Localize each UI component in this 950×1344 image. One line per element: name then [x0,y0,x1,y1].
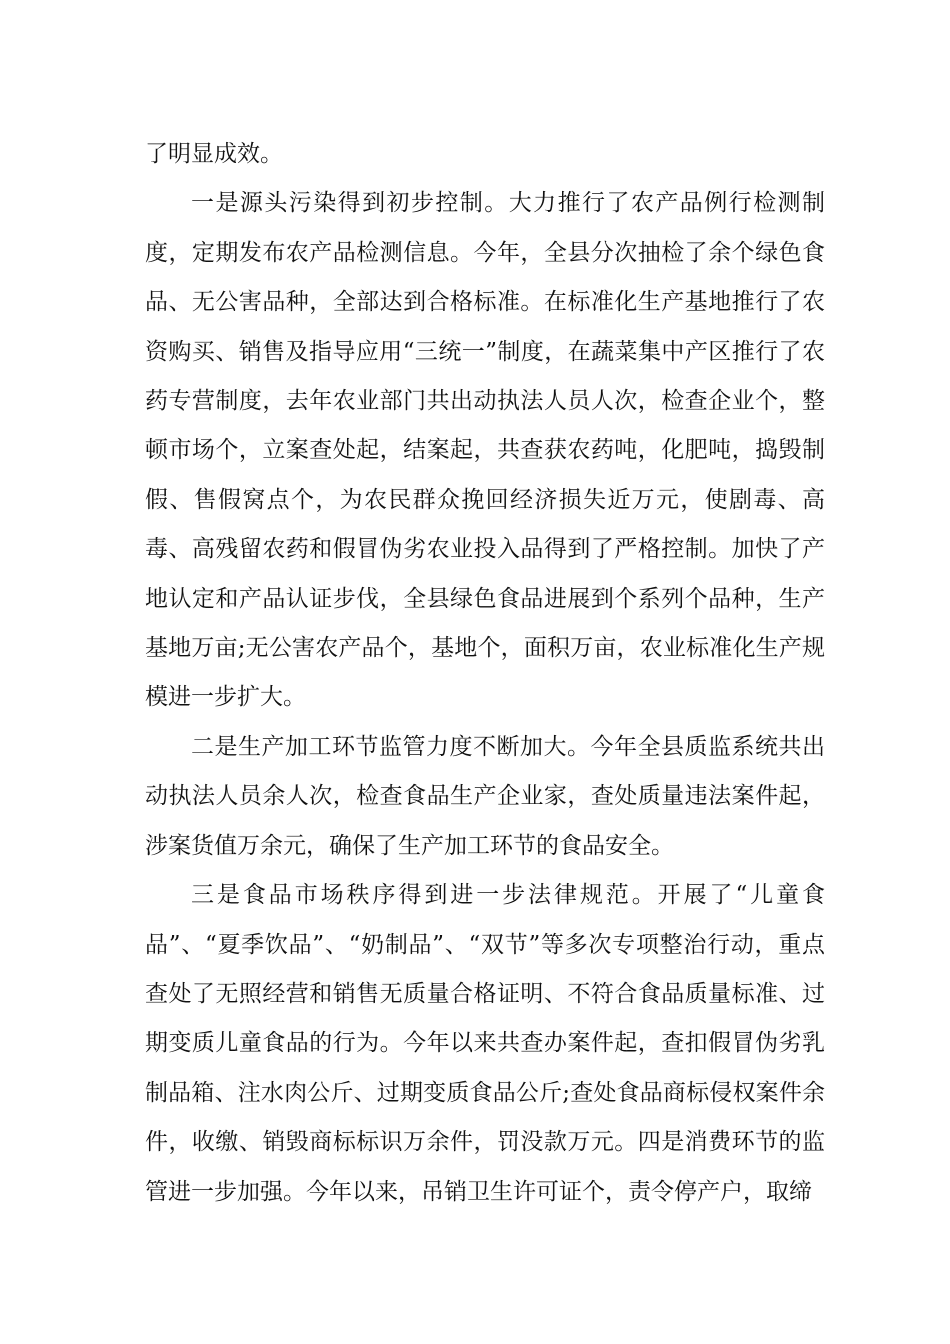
body-text [145,130,825,1217]
paragraph-production-processing: 二是生产加工环节监管力度不断加大。今年全县质监系统共出动执法人员余人次，检查食品生产企业家，查处质量违法案件起，涉案货值万余元，确保了生产加工环节的食品安全。 [145,733,825,859]
paragraph-continuation: 了明显成效。 [145,141,283,167]
paragraph-source-pollution: 一是源头污染得到初步控制。大力推行了农产品例行检测制度，定期发布农产品检测信息。今年，全县分次抽检了余个绿色食品、无公害品种，全部达到合格标准。在标准化生产基地推行了农资购买、销售及指导应用“三统一”制度，在蔬菜集中产区推行了农药专营制度，去年农业部门共出动执法人员人次，检查企业个，整顿市场个，立案查处起，结案起，共查获农药吨，化肥吨，捣毁制假、售假窝点个，为农民群众挽回经济损失近万元，使剧毒、高毒、高残留农药和假冒伪劣农业投入品得到了严格控制。加快了产地认定和产品认证步伐，全县绿色食品进展到个系列个品种，生产基地万亩;无公害农产品个，基地个，面积万亩，农业标准化生产规模进一步扩大。 [145,190,825,711]
paragraph-market-order: 三是食品市场秩序得到进一步法律规范。开展了“儿童食品”、“夏季饮品”、“奶制品”、“双节”等多次专项整治行动，重点查处了无照经营和销售无质量合格证明、不符合食品质量标准、过期变质儿童食品的行为。今年以来共查办案件起，查扣假冒伪劣乳制品箱、注水肉公斤、过期变质食品公斤;查处食品商标侵权案件余件，收缴、销毁商标标识万余件，罚没款万元。四是消费环节的监管进一步加强。今年以来，吊销卫生许可证个，责令停产户，取缔 [145,882,825,1205]
